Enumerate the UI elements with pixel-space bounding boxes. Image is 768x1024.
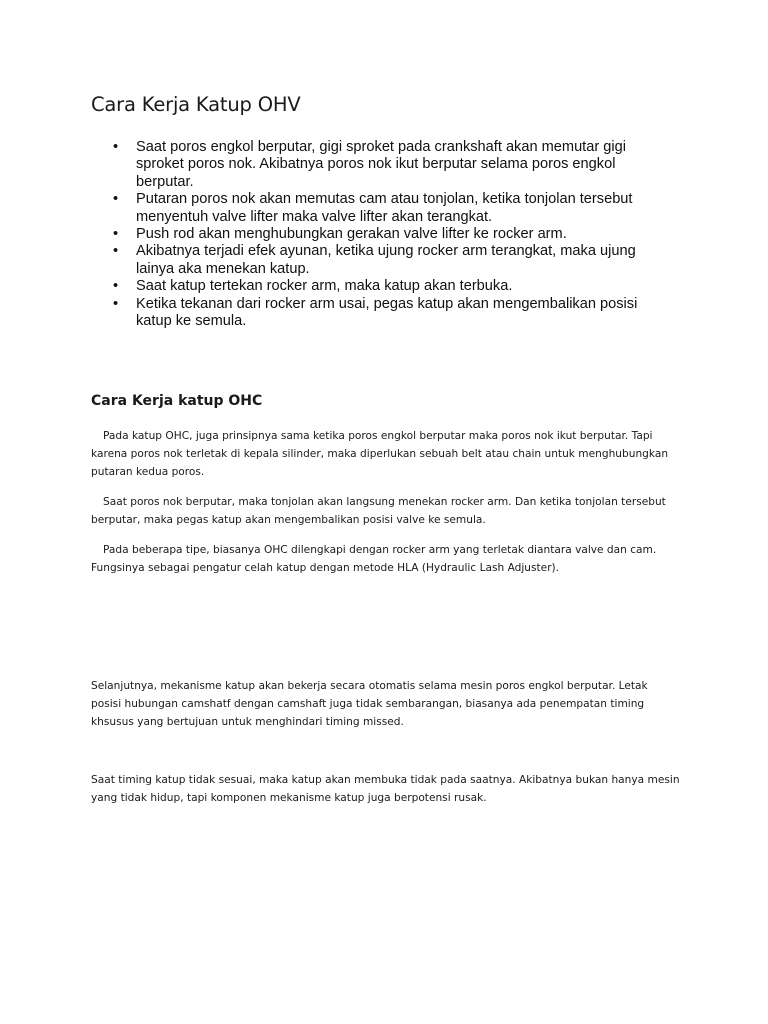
page-title: Cara Kerja Katup OHV (91, 93, 301, 116)
list-item (110, 296, 670, 331)
bullet-icon: • (113, 243, 119, 260)
ohc-section-heading: Cara Kerja katup OHC (91, 393, 263, 409)
bullet-icon: • (113, 226, 119, 243)
list-item-text: Push rod akan menghubungkan gerakan valve lifter ke rocker arm. (136, 226, 567, 243)
timing-failure-paragraph: Saat timing katup tidak sesuai, maka katup akan membuka tidak pada saatnya. Akibatnya bukan hanya mesin yang tidak hidup, tapi komponen mekanisme katup juga berpotensi rusak. (91, 774, 680, 804)
list-item (110, 278, 670, 295)
ohc-paragraph-principle: Pada katup OHC, juga prinsipnya sama ketika poros engkol berputar maka poros nok ikut berputar. Tapi karena poros nok terletak di kepala silinder, maka diperlukan sebuah belt atau chain untuk menghubungkan putaran kedua poros. (91, 430, 669, 478)
list-item (110, 243, 670, 278)
bullet-icon: • (113, 191, 119, 208)
list-item-text: Ketika tekanan dari rocker arm usai, pegas katup akan mengembalikan posisi katup ke semula. (136, 295, 638, 330)
list-item (110, 191, 670, 226)
list-item-text: Akibatnya terjadi efek ayunan, ketika ujung rocker arm terangkat, maka ujung lainya aka menekan katup. (136, 243, 636, 277)
ohv-steps-list (110, 139, 670, 330)
list-item (110, 139, 670, 191)
list-item-text: Putaran poros nok akan memutas cam atau tonjolan, ketika tonjolan tersebut menyentuh valve lifter maka valve lifter akan terangkat. (136, 191, 633, 225)
bullet-icon: • (113, 278, 119, 295)
list-item-text: Saat katup tertekan rocker arm, maka katup akan terbuka. (136, 278, 513, 295)
list-item (110, 226, 670, 243)
list-item-text: Saat poros engkol berputar, gigi sproket pada crankshaft akan memutar gigi sproket poros nok. Akibatnya poros nok ikut berputar selama poros engkol berputar. (136, 139, 626, 190)
bullet-icon: • (113, 295, 119, 312)
timing-paragraph: Selanjutnya, mekanisme katup akan bekerja secara otomatis selama mesin poros engkol berputar. Letak posisi hubungan camshatf dengan camshaft juga tidak sembarangan, biasanya ada penempatan timing khsusus yang bertujuan untuk menghindari timing missed. (91, 680, 648, 728)
bullet-icon: • (113, 139, 119, 155)
ohc-paragraph-hla: Pada beberapa tipe, biasanya OHC dilengkapi dengan rocker arm yang terletak diantara valve dan cam. Fungsinya sebagai pengatur celah katup dengan metode HLA (Hydraulic Lash Adjuster). (91, 544, 657, 574)
ohc-paragraph-cam-rotation: Saat poros nok berputar, maka tonjolan akan langsung menekan rocker arm. Dan ketika tonjolan tersebut berputar, maka pegas katup akan mengembalikan posisi valve ke semula. (91, 496, 666, 526)
